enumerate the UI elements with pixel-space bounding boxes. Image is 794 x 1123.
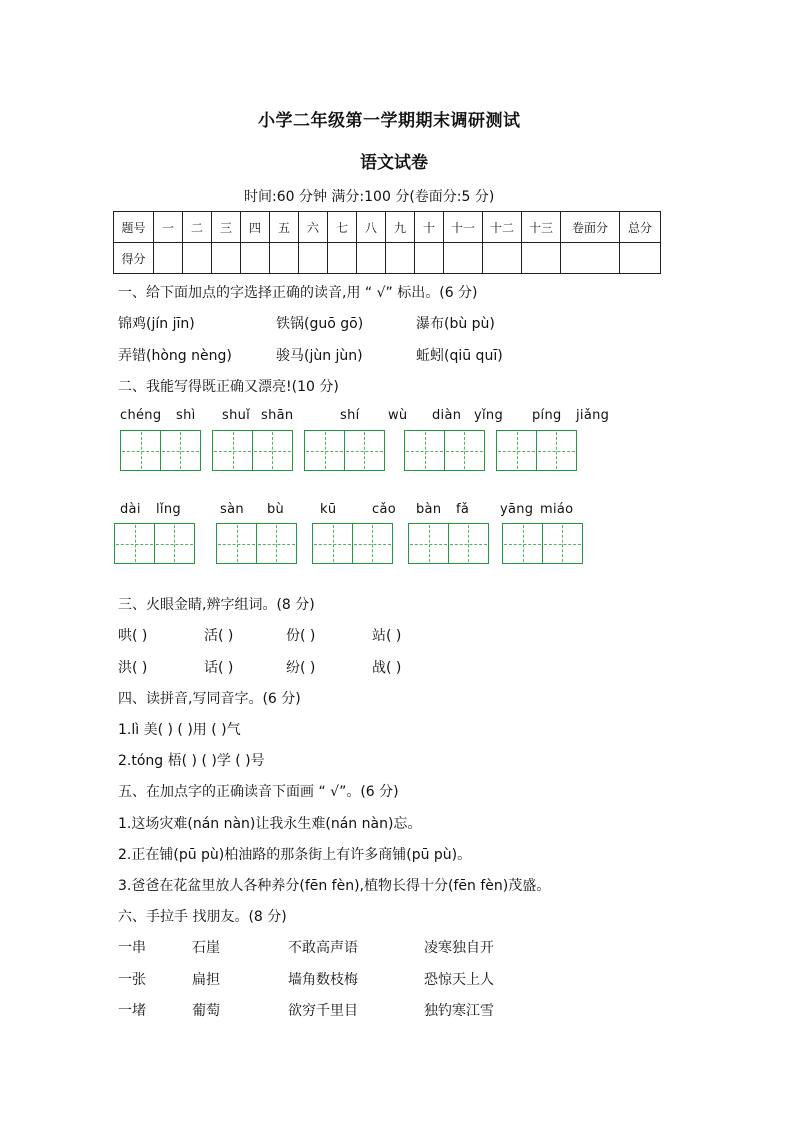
writing-cell[interactable] — [154, 523, 195, 564]
score-header-cell: 三 — [212, 212, 241, 243]
q6-word[interactable]: 墙角数枝梅 — [288, 972, 358, 988]
score-header-cell: 四 — [241, 212, 270, 243]
writing-grid — [212, 430, 291, 471]
writing-cell[interactable] — [120, 430, 161, 471]
q6-word[interactable]: 凌寒独自开 — [424, 940, 494, 956]
score-header-cell: 十一 — [444, 212, 483, 243]
score-header-cell: 卷面分 — [561, 212, 620, 243]
q3-item: 战( ) — [372, 660, 402, 676]
writing-cell[interactable] — [448, 523, 489, 564]
pinyin-label: cǎo — [372, 502, 396, 517]
score-row-label: 得分 — [114, 243, 154, 274]
writing-grid — [404, 430, 483, 471]
score-cell[interactable] — [328, 243, 357, 274]
exam-info: 时间:60 分钟 满分:100 分(卷面分:5 分) — [244, 189, 495, 205]
q3-item: 话( ) — [204, 660, 234, 676]
score-header-cell: 总分 — [620, 212, 661, 243]
writing-cell[interactable] — [256, 523, 297, 564]
score-header-cell: 八 — [357, 212, 386, 243]
q6-word[interactable]: 石崖 — [192, 940, 220, 956]
q1-heading: 一、给下面加点的字选择正确的读音,用 “ √” 标出。(6 分) — [118, 285, 478, 301]
writing-cell[interactable] — [216, 523, 257, 564]
q6-word[interactable]: 扁担 — [192, 972, 220, 988]
q1-item: 弄错(hòng nèng) — [118, 348, 232, 364]
pinyin-label: chéng — [120, 408, 162, 423]
exam-subtitle: 语文试卷 — [360, 153, 428, 173]
pinyin-label: fǎ — [456, 502, 470, 517]
writing-grid — [120, 430, 199, 471]
score-cell[interactable] — [183, 243, 212, 274]
q6-word[interactable]: 独钓寒江雪 — [424, 1003, 494, 1019]
pinyin-label: kū — [320, 502, 337, 517]
q6-word[interactable]: 欲穷千里目 — [288, 1003, 358, 1019]
pinyin-label: lǐng — [156, 502, 181, 517]
q4-line: 1.lì 美( ) ( )用 ( )气 — [118, 722, 241, 738]
q3-item: 站( ) — [372, 628, 402, 644]
score-cell[interactable] — [444, 243, 483, 274]
q3-item: 活( ) — [204, 628, 234, 644]
score-header-cell: 六 — [299, 212, 328, 243]
pinyin-label: shān — [261, 408, 294, 423]
score-cell[interactable] — [357, 243, 386, 274]
score-header-cell: 十二 — [483, 212, 522, 243]
score-header-cell: 九 — [386, 212, 415, 243]
q6-word[interactable]: 恐惊天上人 — [424, 972, 494, 988]
q6-word[interactable]: 一串 — [118, 940, 146, 956]
writing-cell[interactable] — [252, 430, 293, 471]
writing-cell[interactable] — [408, 523, 449, 564]
pinyin-label: jiǎng — [576, 408, 610, 423]
writing-cell[interactable] — [542, 523, 583, 564]
q4-line: 2.tóng 梧( ) ( )学 ( )号 — [118, 753, 265, 769]
q6-word[interactable]: 一堵 — [118, 1003, 146, 1019]
score-cell[interactable] — [212, 243, 241, 274]
score-header-cell: 十 — [415, 212, 444, 243]
writing-grid — [114, 523, 193, 564]
q2-heading: 二、我能写得既正确又漂亮!(10 分) — [118, 379, 339, 395]
pinyin-label: wù — [388, 408, 408, 423]
pinyin-label: bàn — [416, 502, 442, 517]
q1-item: 蚯蚓(qiū quī) — [416, 348, 503, 364]
q1-item: 铁锅(guō gō) — [276, 316, 364, 332]
writing-cell[interactable] — [444, 430, 485, 471]
q1-item: 瀑布(bù pù) — [416, 316, 495, 332]
q3-item: 纷( ) — [286, 660, 316, 676]
score-cell[interactable] — [561, 243, 620, 274]
score-cell[interactable] — [415, 243, 444, 274]
q5-line: 2.正在铺(pū pù)柏油路的那条街上有许多商铺(pū pù)。 — [118, 847, 472, 863]
score-header-cell: 题号 — [114, 212, 154, 243]
score-value-row — [114, 243, 661, 274]
pinyin-label: shí — [340, 408, 360, 423]
score-header-cell: 七 — [328, 212, 357, 243]
score-header-cell: 十三 — [522, 212, 561, 243]
q3-item: 洪( ) — [118, 660, 148, 676]
q5-line: 3.爸爸在花盆里放人各种养分(fēn fèn),植物长得十分(fēn fèn)茂盛。 — [118, 878, 551, 894]
exam-title: 小学二年级第一学期期末调研测试 — [258, 111, 521, 131]
score-cell[interactable] — [270, 243, 299, 274]
q5-line: 1.这场灾难(nán nàn)让我永生难(nán nàn)忘。 — [118, 816, 422, 832]
writing-grid — [502, 523, 581, 564]
pinyin-label: bù — [267, 502, 285, 517]
pinyin-label: diàn — [432, 408, 462, 423]
q3-item: 哄( ) — [118, 628, 148, 644]
writing-grid — [304, 430, 383, 471]
score-header-cell: 一 — [154, 212, 183, 243]
pinyin-label: shì — [176, 408, 196, 423]
q1-item: 锦鸡(jín jīn) — [118, 316, 195, 332]
writing-cell[interactable] — [502, 523, 543, 564]
score-header-cell: 二 — [183, 212, 212, 243]
writing-cell[interactable] — [114, 523, 155, 564]
pinyin-label: miáo — [540, 502, 574, 517]
q6-word[interactable]: 一张 — [118, 972, 146, 988]
writing-grid — [312, 523, 391, 564]
q6-word[interactable]: 不敢高声语 — [288, 940, 358, 956]
writing-cell[interactable] — [352, 523, 393, 564]
pinyin-label: shuǐ — [222, 408, 251, 423]
writing-cell[interactable] — [536, 430, 577, 471]
writing-grid — [408, 523, 487, 564]
score-header-cell: 五 — [270, 212, 299, 243]
score-cell[interactable] — [620, 243, 661, 274]
writing-cell[interactable] — [496, 430, 537, 471]
pinyin-label: yǐng — [474, 408, 503, 423]
q6-heading: 六、手拉手 找朋友。(8 分) — [118, 909, 287, 925]
score-cell[interactable] — [299, 243, 328, 274]
q3-item: 份( ) — [286, 628, 316, 644]
q5-heading: 五、在加点字的正确读音下面画 “ √”。(6 分) — [118, 784, 399, 800]
writing-cell[interactable] — [160, 430, 201, 471]
score-cell[interactable] — [483, 243, 522, 274]
q4-heading: 四、读拼音,写同音字。(6 分) — [118, 691, 301, 707]
writing-grid — [216, 523, 295, 564]
writing-cell[interactable] — [304, 430, 345, 471]
score-table — [113, 211, 661, 274]
writing-cell[interactable] — [312, 523, 353, 564]
q3-heading: 三、火眼金睛,辨字组词。(8 分) — [118, 597, 315, 613]
pinyin-label: dài — [120, 502, 141, 517]
writing-grid — [496, 430, 575, 471]
pinyin-label: sàn — [220, 502, 244, 517]
score-header-row — [114, 212, 661, 243]
score-cell[interactable] — [154, 243, 183, 274]
pinyin-label: yāng — [500, 502, 534, 517]
writing-cell[interactable] — [404, 430, 445, 471]
score-cell[interactable] — [241, 243, 270, 274]
q1-item: 骏马(jùn jùn) — [276, 348, 363, 364]
writing-cell[interactable] — [212, 430, 253, 471]
q6-word[interactable]: 葡萄 — [192, 1003, 220, 1019]
score-cell[interactable] — [522, 243, 561, 274]
writing-cell[interactable] — [344, 430, 385, 471]
pinyin-label: píng — [532, 408, 562, 423]
score-cell[interactable] — [386, 243, 415, 274]
